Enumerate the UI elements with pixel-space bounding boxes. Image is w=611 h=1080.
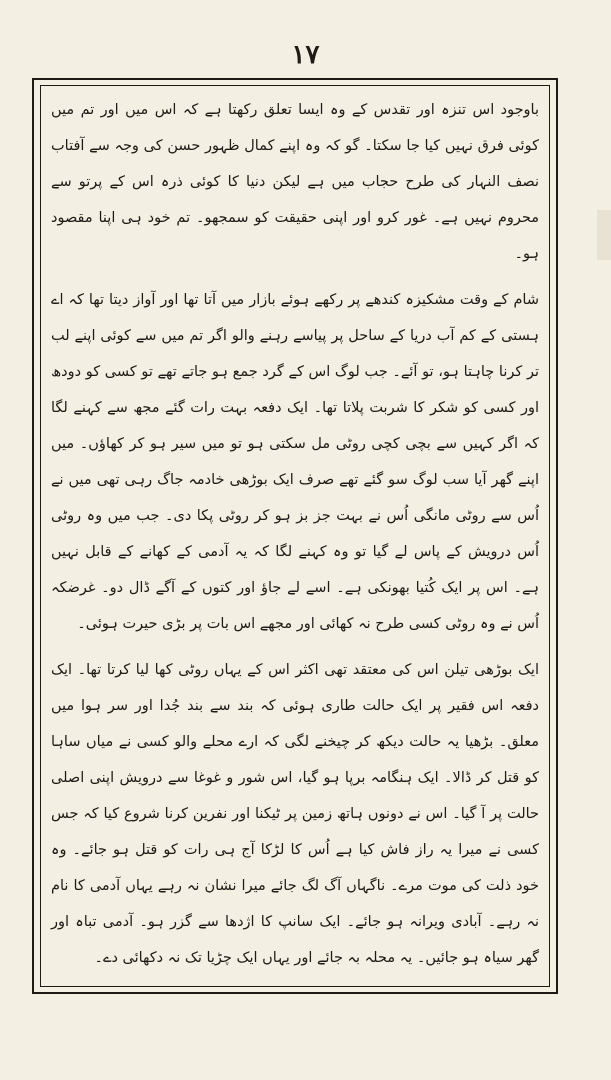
text-frame xyxy=(40,85,550,987)
page-edge-tear xyxy=(597,210,611,260)
paragraph-1: باوجود اس تنزہ اور تقدس کے وہ ایسا تعلق رکھتا ہے کہ اس میں اور تم میں کوئی فرق نہیں کیا جا سکتا۔ گو کہ وہ اپنے کمال ظہور حسن کی وجہ سے آفتاب نصف النہار کی طرح حجاب میں ہے لیکن دنیا کا کوئی ذرہ اس کے پرتو سے محروم نہیں ہے۔ غور کرو اور اپنی حقیقت کو سمجھو۔ تم خود ہی اپنا مقصود ہو۔ xyxy=(51,102,539,262)
page-number: ۱۷ xyxy=(291,40,320,70)
paragraph-2: شام کے وقت مشکیزہ کندھے پر رکھے ہوئے بازار میں آتا تھا اور آواز دیتا تھا کہ اے ہستی کے کم آب دریا کے ساحل پر پیاسے رہنے والو اگر تم میں سے کوئی اپنے لب تر کرنا چاہتا ہو، تو آئے۔ جب لوگ اس کے گرد جمع ہو جاتے تھے تو کسی کو دودھ اور کسی کو شکر کا شربت پلاتا تھا۔ ایک دفعہ بہت رات گئے مجھ سے کہنے لگا کہ اگر کہیں سے بچی کچی روٹی مل سکتی ہو تو میں سیر ہو کر کھاؤں۔ میں اپنے گھر آیا سب لوگ سو گئے تھے صرف ایک بوڑھی خادمہ جاگ رہی تھی میں نے اُس سے روٹی مانگی اُس نے بہت جز بز ہو کر روٹی پکا دی۔ جب میں وہ روٹی اُس درویش کے پاس لے گیا تو وہ کہنے لگا کہ یہ آدمی کے کھانے کے قابل نہیں ہے۔ اس پر ایک کُتیا بھونکی ہے۔ اسے لے جاؤ اور کتوں کے آگے ڈال دو۔ غرضکہ اُس نے وہ روٹی کسی طرح نہ کھائی اور مجھے اس بات پر بڑی حیرت ہوئی۔ xyxy=(51,292,539,632)
paragraph-3: ایک بوڑھی تیلن اس کی معتقد تھی اکثر اس کے یہاں روٹی کھا لیا کرتا تھا۔ ایک دفعہ اس فقیر پر ایک حالت طاری ہوئی کہ بند سے بند جُدا اور سر ہوا میں معلق۔ بڑھیا یہ حالت دیکھ کر چیخنے لگی کہ ارے محلے والو کسی نے میاں ساہا کو قتل کر ڈالا۔ ایک ہنگامہ برپا ہو گیا، اس شور و غوغا سے درویش اپنی اصلی حالت پر آ گیا۔ اس نے دونوں ہاتھ زمین پر ٹیکنا اور نفرین کرنا شروع کیا کہ جس کسی نے میرا یہ راز فاش کیا ہے اُس کا لڑکا آج ہی رات کو قتل ہو جائے۔ وہ خود ذلت کی موت مرے۔ ناگہاں آگ لگ جائے میرا نشان نہ رہے یہاں آدمی کا نام نہ رہے۔ آبادی ویرانہ ہو جائے۔ ایک سانپ کا اژدھا سے گزر ہو۔ آدمی تباہ اور گھر سیاہ ہو جائیں۔ یہ محلہ بہ جائے اور یہاں ایک چڑیا تک نہ دکھائی دے۔ xyxy=(51,662,539,966)
